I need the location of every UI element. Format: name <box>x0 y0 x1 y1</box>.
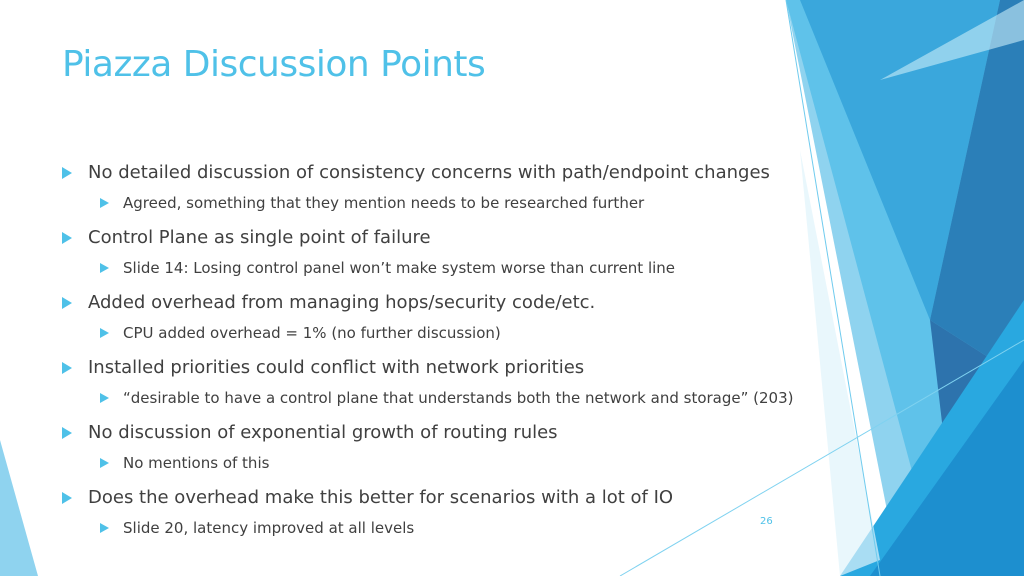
bullet-3 <box>62 292 595 313</box>
bullet-arrow-icon <box>62 427 72 439</box>
bullet-5 <box>62 422 558 443</box>
bullet-text: No discussion of exponential growth of routing rules <box>88 422 558 443</box>
sub-bullet-text: No mentions of this <box>123 454 270 472</box>
bullet-arrow-icon <box>62 232 72 244</box>
sub-bullet-5 <box>100 454 269 472</box>
sub-bullet-1 <box>100 194 644 212</box>
bullet-arrow-icon <box>100 198 109 208</box>
page-number: 26 <box>760 516 773 527</box>
bullet-4 <box>62 357 584 378</box>
sub-bullet-6 <box>100 519 414 537</box>
bullet-text: Installed priorities could conflict with network priorities <box>88 357 585 378</box>
bullet-text: Control Plane as single point of failure <box>88 227 431 248</box>
sub-bullet-text: Slide 14: Losing control panel won’t make system worse than current line <box>123 259 676 277</box>
bullet-2 <box>62 227 431 248</box>
bullet-arrow-icon <box>100 393 109 403</box>
bullet-text: No detailed discussion of consistency concerns with path/endpoint changes <box>88 162 770 183</box>
bullet-arrow-icon <box>62 362 72 374</box>
sub-bullet-text: Agreed, something that they mention needs to be researched further <box>123 194 645 212</box>
bullet-arrow-icon <box>100 328 109 338</box>
slide-title: Piazza Discussion Points <box>62 44 486 85</box>
bullet-1 <box>62 162 770 183</box>
sub-bullet-text: “desirable to have a control plane that understands both the network and storage” (203) <box>123 389 794 407</box>
sub-bullet-4 <box>100 389 793 407</box>
bullet-arrow-icon <box>100 523 109 533</box>
sub-bullet-2 <box>100 259 675 277</box>
bullet-text: Added overhead from managing hops/security code/etc. <box>88 292 596 313</box>
sub-bullet-3 <box>100 324 501 342</box>
corner-facet <box>0 440 38 576</box>
sub-bullet-text: Slide 20, latency improved at all levels <box>123 519 415 537</box>
bullet-6 <box>62 487 673 508</box>
bullet-arrow-icon <box>100 458 109 468</box>
bullet-arrow-icon <box>62 167 72 179</box>
bullet-text: Does the overhead make this better for scenarios with a lot of IO <box>88 487 674 508</box>
bullet-arrow-icon <box>62 297 72 309</box>
bullet-arrow-icon <box>62 492 72 504</box>
bullet-arrow-icon <box>100 263 109 273</box>
sub-bullet-text: CPU added overhead = 1% (no further discussion) <box>123 324 501 342</box>
